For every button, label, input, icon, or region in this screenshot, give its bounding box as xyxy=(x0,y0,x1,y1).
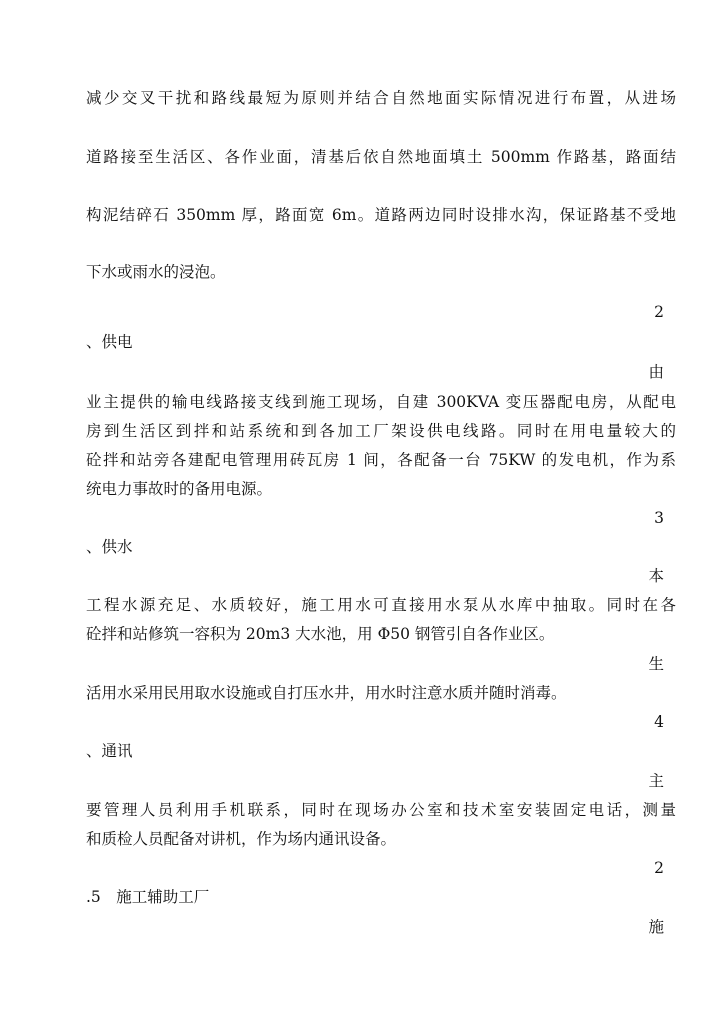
power-heading: 、供电 xyxy=(86,333,133,351)
comm-line-1: 要管理人员利用手机联系，同时在现场办公室和技术室安装固定电话，测量 xyxy=(86,801,676,819)
roads-line-2: 道路接至生活区、各作业面，清基后依自然地面填土 500mm 作路基，路面结 xyxy=(86,148,676,166)
water-line-1: 工程水源充足、水质较好，施工用水可直接用水泵从水库中抽取。同时在各 xyxy=(86,596,676,614)
power-lead-char: 由 xyxy=(648,363,664,381)
roads-line-4: 下水或雨水的浸泡。 xyxy=(86,263,226,281)
comm-section-number: 4 xyxy=(654,713,664,731)
comm-line-2: 和质检人员配备对讲机，作为场内通讯设备。 xyxy=(86,830,397,848)
power-line-1: 业主提供的输电线路接支线到施工现场，自建 300KVA 变压器配电房，从配电 xyxy=(86,393,676,411)
water-heading: 、供水 xyxy=(86,538,133,556)
water-line-2: 砼拌和站修筑一容积为 20m3 大水池，用 Φ50 钢管引自各作业区。 xyxy=(86,625,555,643)
water-line-3: 活用水采用民用取水设施或自打压水井，用水时注意水质并随时消毒。 xyxy=(86,684,567,702)
power-line-3: 砼拌和站旁各建配电管理用砖瓦房 1 间，各配备一台 75KW 的发电机，作为系 xyxy=(86,451,676,469)
roads-line-1: 减少交叉干扰和路线最短为原则并结合自然地面实际情况进行布置，从进场 xyxy=(86,89,676,107)
water-lead-char: 本 xyxy=(648,567,664,585)
comm-heading: 、通讯 xyxy=(86,742,133,760)
power-line-4: 统电力事故时的备用电源。 xyxy=(86,480,273,498)
factory-section-number: 2 xyxy=(654,859,664,877)
roads-line-3: 构泥结碎石 350mm 厚，路面宽 6m。道路两边同时设排水沟，保证路基不受地 xyxy=(86,206,676,224)
factory-lead-char: 施 xyxy=(648,918,664,936)
factory-heading: .5 施工辅助工厂 xyxy=(86,888,210,906)
power-section-number: 2 xyxy=(654,303,664,321)
water-lead-char-2: 生 xyxy=(648,655,664,673)
water-section-number: 3 xyxy=(654,509,664,527)
power-line-2: 房到生活区到拌和站系统和到各加工厂架设供电线路。同时在用电量较大的 xyxy=(86,422,676,440)
comm-lead-char: 主 xyxy=(648,772,664,790)
